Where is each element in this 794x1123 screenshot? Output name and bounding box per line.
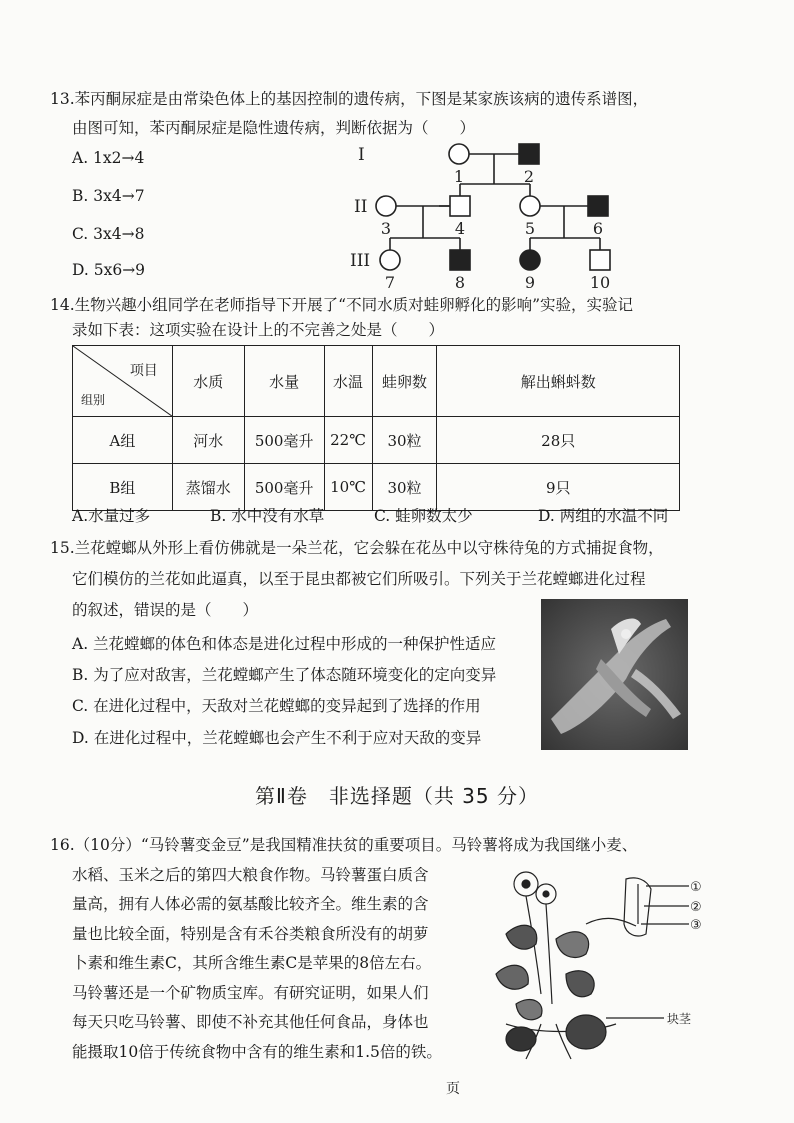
- table-row: [73, 417, 680, 464]
- q16-line5: 卜素和维生素C，其所含维生素C是苹果的8倍左右。: [72, 954, 432, 972]
- pedigree-individual-10: [590, 250, 610, 270]
- q14-option-a: A.水量过多: [72, 507, 151, 525]
- table-cell: 30粒: [372, 464, 437, 511]
- table-cell: A组: [73, 417, 173, 464]
- table-corner-bottom: 组别: [81, 393, 106, 407]
- table-cell: 蒸馏水: [172, 464, 244, 511]
- potato-plant-figure: [486, 864, 716, 1064]
- q13-stem-line2: 由图可知，苯丙酮尿症是隐性遗传病，判断依据为（ ）: [72, 119, 476, 137]
- q16-line7: 每天只吃马铃薯、即使不补充其他任何食品，身体也: [72, 1013, 429, 1031]
- pedigree-num-4: 4: [454, 219, 466, 238]
- table-header-cell: 蛙卵数: [372, 346, 437, 417]
- q15-stem-line3: 的叙述，错误的是（ ）: [72, 601, 259, 619]
- q13-stem-line1: 13.苯丙酮尿症是由常染色体上的基因控制的遗传病，下图是某家族该病的遗传系谱图，: [50, 90, 649, 108]
- q16-line4: 量也比较全面，特别是含有禾谷类粮食所没有的胡萝: [72, 925, 429, 943]
- table-cell: 500毫升: [244, 464, 324, 511]
- q15-stem-line1: 15.兰花螳螂从外形上看仿佛就是一朵兰花，它会躲在花丛中以守株待兔的方式捕捉食物，: [50, 539, 664, 557]
- q14-option-d: D. 两组的水温不同: [538, 507, 669, 525]
- pedigree-chart: [350, 138, 630, 290]
- q16-line8: 能摄取10倍于传统食物中含有的维生素和1.5倍的铁。: [72, 1043, 442, 1061]
- table-cell: 10℃: [324, 464, 372, 511]
- pedigree-individual-1: [449, 144, 469, 164]
- table-cell: 河水: [172, 417, 244, 464]
- pedigree-num-9: 9: [524, 273, 536, 290]
- table-header-cell: 水温: [324, 346, 372, 417]
- pedigree-num-7: 7: [384, 273, 396, 290]
- pedigree-gen-label-3: III: [350, 251, 371, 271]
- q16-line3: 量高，拥有人体必需的氨基酸比较齐全。维生素的含: [72, 895, 429, 913]
- pedigree-num-6: 6: [592, 219, 604, 238]
- pedigree-individual-6: [588, 196, 608, 216]
- q15-option-a: A. 兰花螳螂的体色和体态是进化过程中形成的一种保护性适应: [72, 635, 497, 653]
- pedigree-individual-3: [376, 196, 396, 216]
- q15-stem-line2: 它们模仿的兰花如此逼真，以至于昆虫都被它们所吸引。下列关于兰花螳螂进化过程: [72, 570, 646, 588]
- q16-line6: 马铃薯还是一个矿物质宝库。有研究证明，如果人们: [72, 984, 429, 1002]
- pedigree-gen-label-1: I: [358, 145, 365, 165]
- table-corner-cell: [73, 346, 173, 417]
- table-cell: 9只: [437, 464, 680, 511]
- table-cell: 28只: [437, 417, 680, 464]
- pedigree-num-10: 10: [589, 273, 611, 290]
- pedigree-individual-4: [450, 196, 470, 216]
- pedigree-individual-8: [450, 250, 470, 270]
- table-header-row: [73, 346, 680, 417]
- pedigree-individual-9: [520, 250, 540, 270]
- page-footer-mark: 页: [446, 1081, 460, 1097]
- q13-option-c: C. 3x4→8: [72, 225, 145, 243]
- table-row: [73, 464, 680, 511]
- pedigree-num-8: 8: [454, 273, 466, 290]
- q15-option-d: D. 在进化过程中，兰花螳螂也会产生不利于应对天敌的变异: [72, 729, 482, 747]
- q14-stem-line2: 录如下表：这项实验在设计上的不完善之处是（ ）: [72, 321, 445, 339]
- q13-option-a: A. 1x2→4: [72, 149, 145, 167]
- table-header-cell: 水质: [172, 346, 244, 417]
- figure-label-tuber: 块茎: [667, 1012, 692, 1026]
- table-header-cell: 解出蝌蚪数: [437, 346, 680, 417]
- section-title: 第Ⅱ卷 非选择题（共 35 分）: [254, 784, 539, 808]
- pedigree-num-5: 5: [524, 219, 536, 238]
- orchid-mantis-photo: [541, 599, 688, 750]
- figure-label-1: ①: [690, 880, 702, 895]
- table-cell: 500毫升: [244, 417, 324, 464]
- q14-option-c: C. 蛙卵数太少: [374, 507, 473, 525]
- figure-label-2: ②: [690, 900, 702, 915]
- q14-stem-line1: 14.生物兴趣小组同学在老师指导下开展了“不同水质对蛙卵孵化的影响”实验，实验记: [50, 296, 634, 314]
- figure-label-3: ③: [690, 918, 702, 933]
- pedigree-individual-7: [380, 250, 400, 270]
- pedigree-num-3: 3: [380, 219, 392, 238]
- pedigree-individual-2: [519, 144, 539, 164]
- table-header-cell: 水量: [244, 346, 324, 417]
- q15-option-c: C. 在进化过程中，天敌对兰花螳螂的变异起到了选择的作用: [72, 697, 481, 715]
- pedigree-num-2: 2: [523, 167, 535, 186]
- table-cell: B组: [73, 464, 173, 511]
- pedigree-num-1: 1: [453, 167, 465, 186]
- table-cell: 22℃: [324, 417, 372, 464]
- q13-option-d: D. 5x6→9: [72, 261, 146, 279]
- q16-line2: 水稻、玉米之后的第四大粮食作物。马铃薯蛋白质含: [72, 866, 429, 884]
- pedigree-individual-5: [520, 196, 540, 216]
- table-corner-top: 项目: [129, 363, 158, 379]
- experiment-table: [72, 345, 680, 511]
- q14-option-b: B. 水中没有水草: [210, 507, 325, 525]
- q15-option-b: B. 为了应对敌害，兰花螳螂产生了体态随环境变化的定向变异: [72, 666, 497, 684]
- pedigree-gen-label-2: II: [354, 197, 368, 217]
- table-cell: 30粒: [372, 417, 437, 464]
- q13-option-b: B. 3x4→7: [72, 187, 145, 205]
- q16-line1: 16.（10分）“马铃薯变金豆”是我国精准扶贫的重要项目。马铃薯将成为我国继小麦、: [50, 836, 638, 854]
